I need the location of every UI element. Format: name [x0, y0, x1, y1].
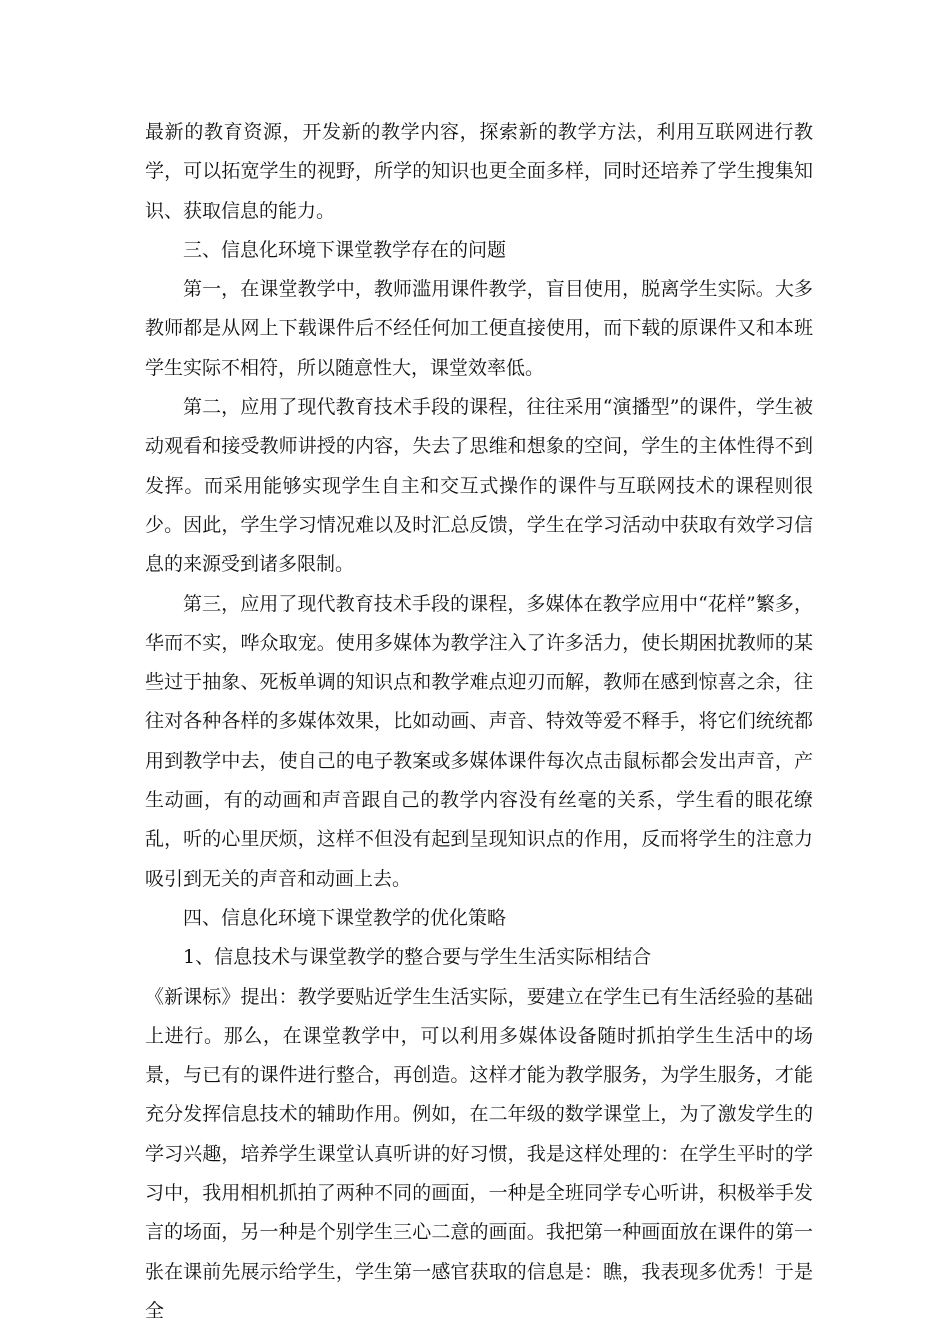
paragraph-problem-2: 第二，应用了现代教育技术手段的课程，往往采用“演播型”的课件，学生被动观看和接受教师讲授的内容，失去了思维和想象的空间，学生的主体性得不到发挥。而采用能够实现学生自主和交互式操作的课件与互联网技术的课程则很少。因此，学生学习情况难以及时汇总反馈，学生在学习活动中获取有效学习信息的来源受到诸多限制。 — [145, 396, 813, 576]
document-body — [145, 113, 813, 1331]
paragraph-continuation: 最新的教育资源，开发新的教学内容，探索新的教学方法，利用互联网进行教学，可以拓宽学生的视野，所学的知识也更全面多样，同时还培养了学生搜集知识、获取信息的能力。 — [145, 121, 813, 222]
paragraph-problem-1: 第一，在课堂教学中，教师滥用课件教学，盲目使用，脱离学生实际。大多教师都是从网上下载课件后不经任何加工便直接使用，而下载的原课件又和本班学生实际不相符，所以随意性大，课堂效率低。 — [145, 278, 813, 379]
paragraph-problem-3: 第三，应用了现代教育技术手段的课程，多媒体在教学应用中“花样”繁多，华而不实，哗众取宠。使用多媒体为教学注入了许多活力，使长期困扰教师的某些过于抽象、死板单调的知识点和教学难点迎刃而解，教师在感到惊喜之余，往往对各种各样的多媒体效果，比如动画、声音、特效等爱不释手，将它们统统都用到教学中去，使自己的电子教案或多媒体课件每次点击鼠标都会发出声音，产生动画，有的动画和声音跟自己的教学内容没有丝毫的关系，学生看的眼花缭乱，听的心里厌烦，这样不但没有起到呈现知识点的作用，反而将学生的注意力吸引到无关的声音和动画上去。 — [145, 592, 813, 890]
section-heading-4: 四、信息化环境下课堂教学的优化策略 — [183, 906, 507, 929]
paragraph-strategy-1: 《新课标》提出：教学要贴近学生生活实际，要建立在学生已有生活经验的基础上进行。那么，在课堂教学中，可以利用多媒体设备随时抓拍学生生活中的场景，与已有的课件进行整合，再创造。这样才能为教学服务，为学生服务，才能充分发挥信息技术的辅助作用。例如，在二年级的数学课堂上，为了激发学生的学习兴趣，培养学生课堂认真听讲的好习惯，我是这样处理的：在学生平时的学习中，我用相机抓拍了两种不同的画面，一种是全班同学专心听讲，积极举手发言的场面，另一种是个别学生三心二意的画面。我把第一种画面放在课件的第一张在课前先展示给学生，学生第一感官获取的信息是：瞧，我表现多优秀！于是全 — [145, 985, 813, 1322]
subsection-heading-1: 1、信息技术与课堂教学的整合要与学生生活实际相结合 — [183, 946, 652, 969]
section-heading-3: 三、信息化环境下课堂教学存在的问题 — [183, 238, 507, 261]
